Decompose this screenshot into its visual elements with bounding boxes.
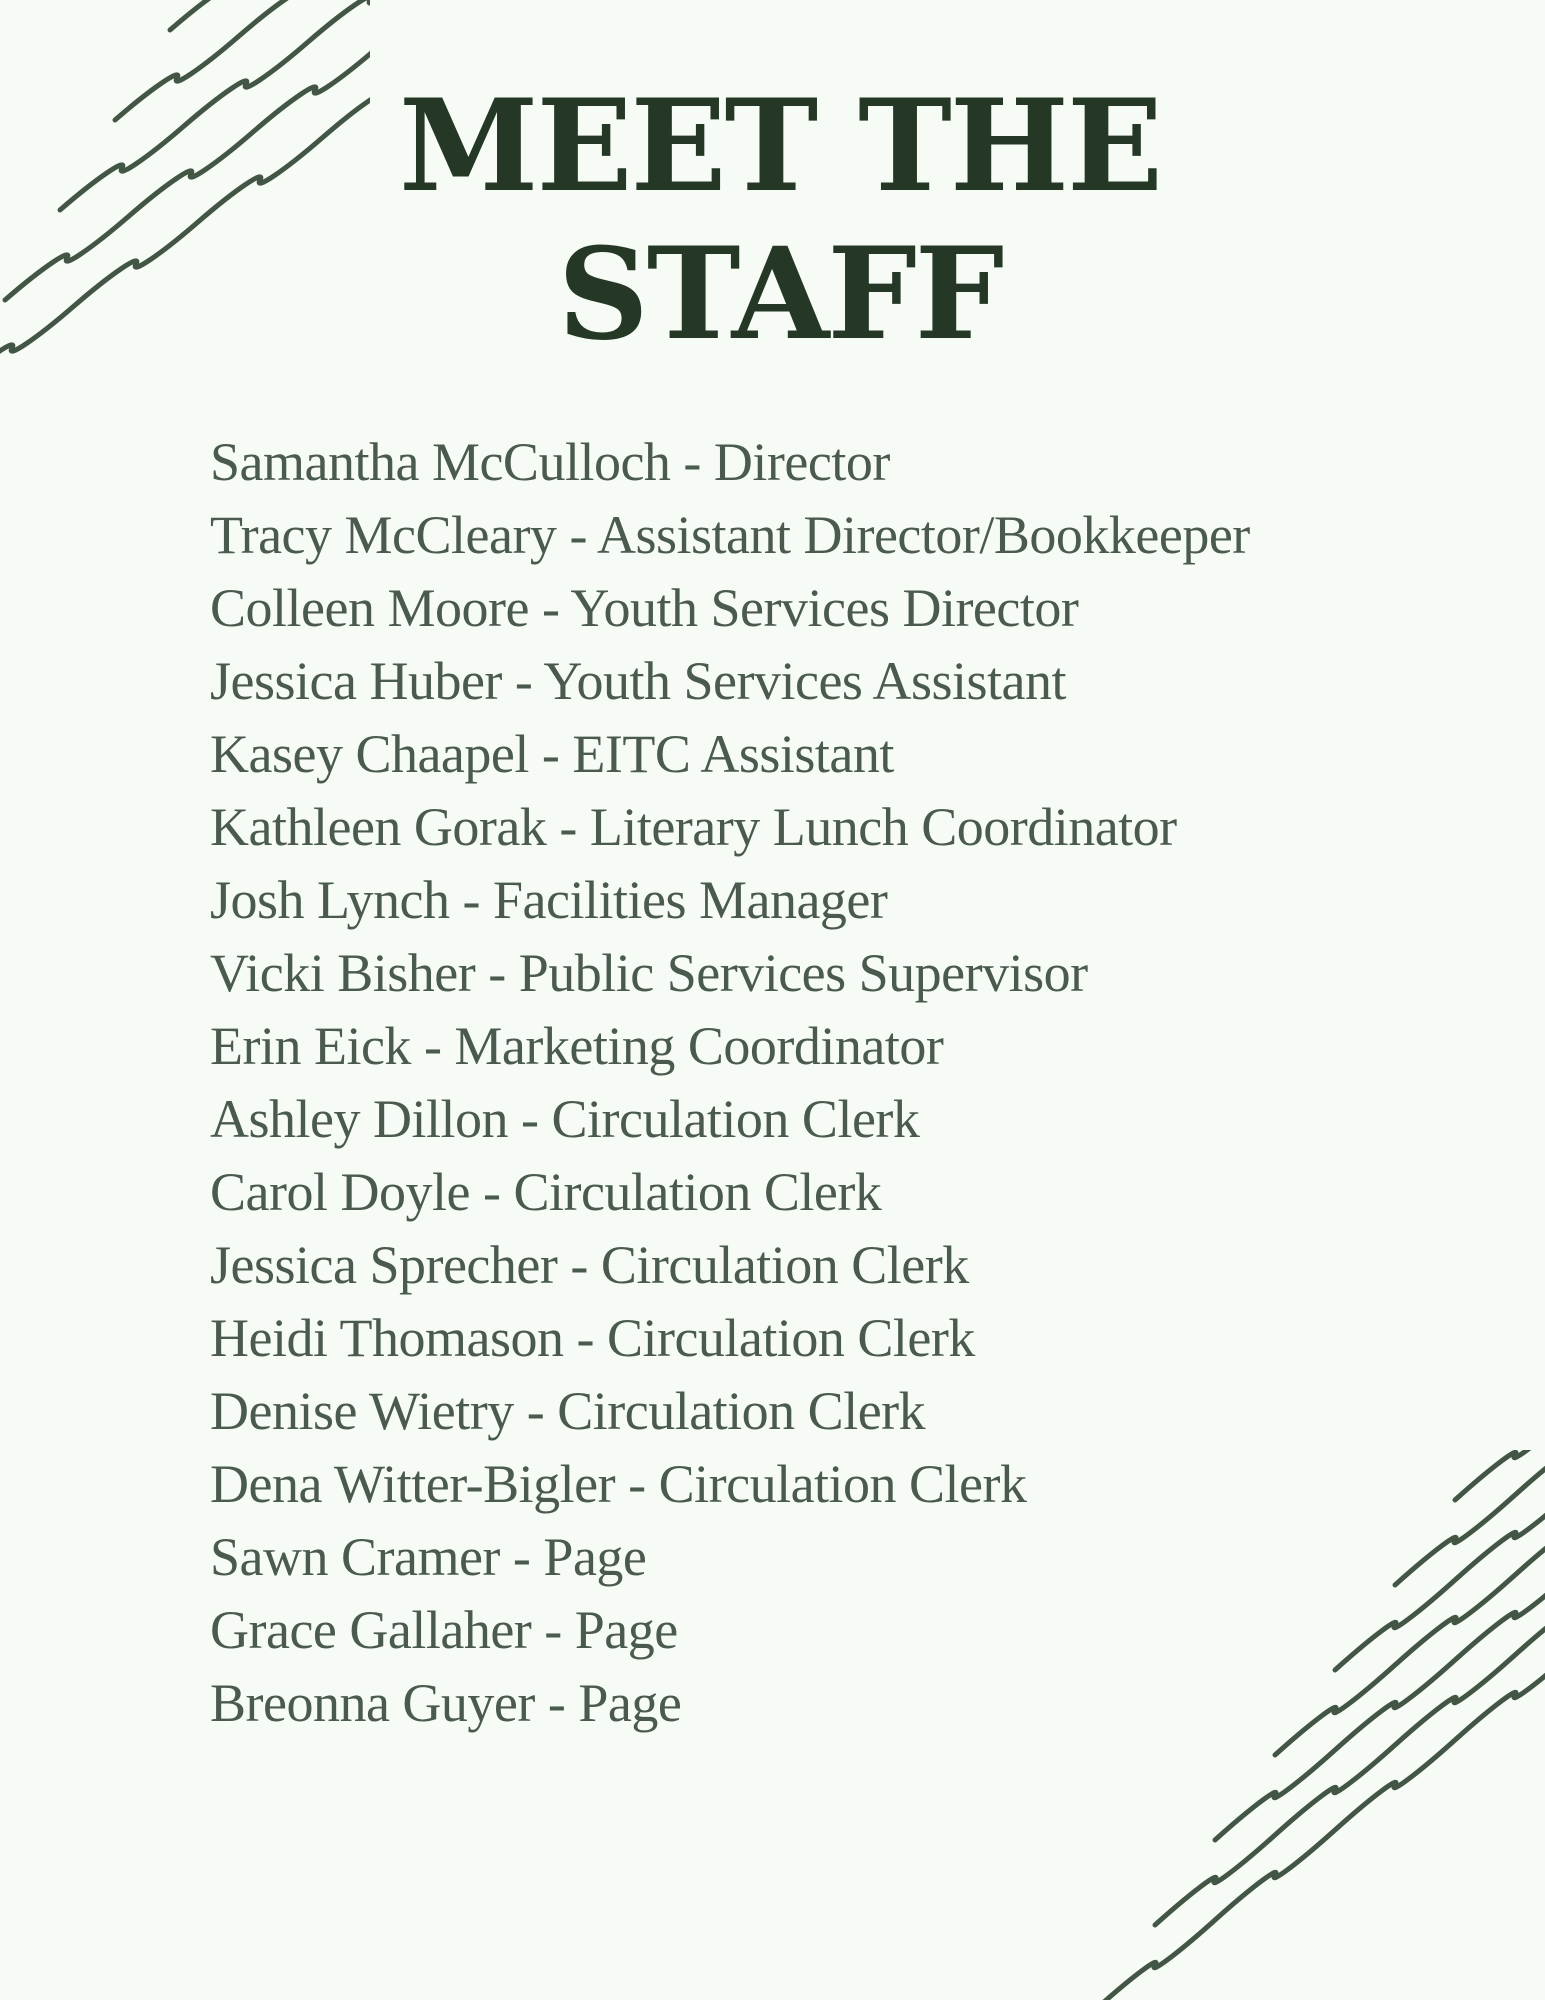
staff-role: Circulation Clerk [551, 1089, 920, 1149]
staff-role: Circulation Clerk [513, 1162, 882, 1222]
staff-member [210, 572, 1250, 645]
staff-role: Circulation Clerk [557, 1381, 926, 1441]
staff-role: Literary Lunch Coordinator [589, 797, 1177, 857]
staff-name: Jessica Huber [210, 651, 502, 711]
staff-member [210, 864, 1250, 937]
staff-name: Erin Eick [210, 1016, 411, 1076]
staff-member [210, 791, 1250, 864]
staff-role: Marketing Coordinator [454, 1016, 944, 1076]
staff-separator: - [546, 797, 590, 857]
staff-name: Denise Wietry [210, 1381, 514, 1441]
staff-name: Sawn Cramer [210, 1527, 500, 1587]
staff-separator: - [499, 1527, 544, 1587]
staff-name: Dena Witter-Bigler [210, 1454, 616, 1514]
staff-member [210, 1229, 1250, 1302]
staff-role: Page [574, 1600, 678, 1660]
staff-role: Circulation Clerk [600, 1235, 969, 1295]
staff-name: Heidi Thomason [210, 1308, 564, 1368]
staff-role: Director [713, 432, 890, 492]
staff-name: Tracy McCleary [210, 505, 557, 565]
staff-role: Assistant Director/Bookkeeper [596, 505, 1250, 565]
wave-line [1395, 1450, 1545, 1585]
staff-name: Grace Gallaher [210, 1600, 532, 1660]
wave-line [1215, 1480, 1545, 1840]
staff-separator: - [528, 724, 573, 784]
staff-member [210, 645, 1250, 718]
wave-line [170, 0, 370, 30]
staff-role: Circulation Clerk [658, 1454, 1027, 1514]
staff-separator: - [528, 578, 571, 638]
page-title [360, 72, 1200, 368]
staff-separator: - [557, 1235, 601, 1295]
staff-separator: - [531, 1600, 575, 1660]
staff-separator: - [501, 651, 544, 711]
staff-member [210, 1156, 1250, 1229]
staff-name: Breonna Guyer [210, 1673, 535, 1733]
staff-member [210, 1667, 1250, 1740]
title-line-2: STAFF [557, 220, 1003, 368]
staff-separator: - [513, 1381, 558, 1441]
staff-separator: - [508, 1089, 552, 1149]
staff-member [210, 1448, 1250, 1521]
staff-name: Colleen Moore [210, 578, 529, 638]
staff-member [210, 1521, 1250, 1594]
staff-role: EITC Assistant [572, 724, 894, 784]
staff-separator: - [475, 943, 519, 1003]
staff-separator: - [670, 432, 714, 492]
staff-name: Vicki Bisher [210, 943, 476, 1003]
staff-separator: - [469, 1162, 514, 1222]
wave-line [1335, 1450, 1545, 1670]
staff-separator: - [534, 1673, 579, 1733]
staff-member [210, 1083, 1250, 1156]
title-line-1: MEET THE [398, 72, 1162, 220]
staff-member [210, 1375, 1250, 1448]
wave-line [1275, 1450, 1545, 1755]
staff-member [210, 1594, 1250, 1667]
staff-name: Samantha McCulloch [210, 432, 671, 492]
staff-member [210, 426, 1250, 499]
wave-line [5, 3, 370, 300]
staff-separator: - [556, 505, 597, 565]
staff-separator: - [563, 1308, 607, 1368]
wave-line [115, 0, 370, 120]
staff-member [210, 718, 1250, 791]
staff-name: Kasey Chaapel [210, 724, 529, 784]
staff-name: Ashley Dillon [210, 1089, 508, 1149]
staff-role: Circulation Clerk [606, 1308, 975, 1368]
staff-separator: - [449, 870, 493, 930]
staff-role: Youth Services Director [570, 578, 1079, 638]
staff-list [210, 426, 1250, 1740]
staff-member [210, 1010, 1250, 1083]
staff-role: Public Services Supervisor [518, 943, 1088, 1003]
staff-member [210, 499, 1250, 572]
wave-line [0, 93, 370, 390]
staff-name: Kathleen Gorak [210, 797, 547, 857]
wave-line [1455, 1450, 1545, 1500]
staff-separator: - [410, 1016, 455, 1076]
staff-separator: - [615, 1454, 659, 1514]
staff-role: Page [543, 1527, 647, 1587]
staff-member [210, 937, 1250, 1010]
staff-name: Josh Lynch [210, 870, 450, 930]
staff-role: Youth Services Assistant [543, 651, 1066, 711]
staff-member [210, 1302, 1250, 1375]
staff-name: Jessica Sprecher [210, 1235, 558, 1295]
wave-line [60, 0, 370, 210]
staff-role: Page [578, 1673, 682, 1733]
staff-role: Facilities Manager [493, 870, 888, 930]
staff-name: Carol Doyle [210, 1162, 470, 1222]
